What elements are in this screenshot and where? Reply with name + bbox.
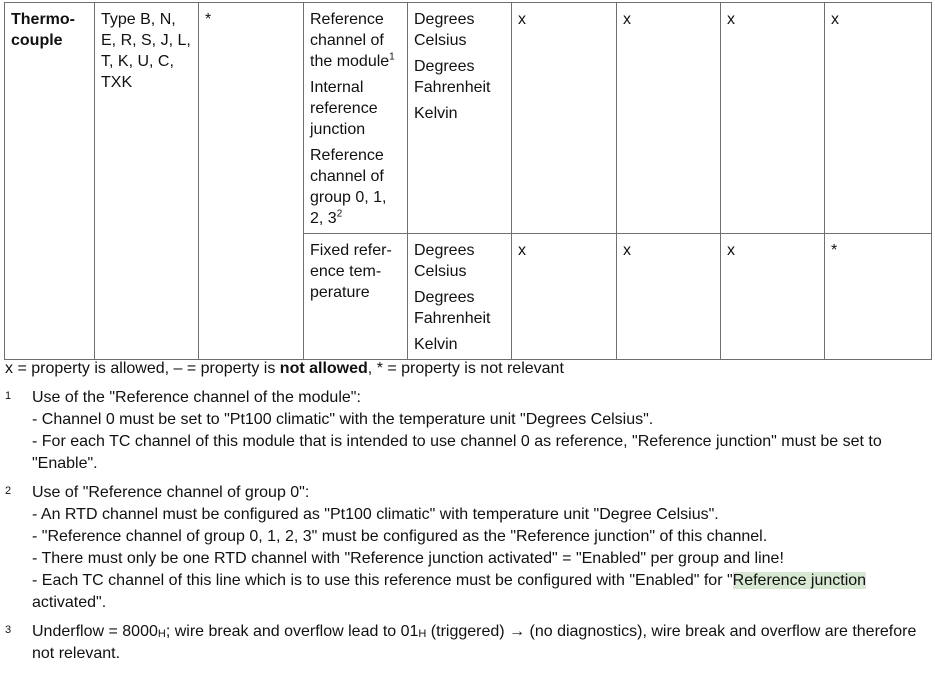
legend-emphasis: not allowed bbox=[279, 360, 368, 377]
footnote-line: - Channel 0 must be set to "Pt100 climatic" with the temperature unit "Degrees Celsius". bbox=[32, 411, 654, 428]
mark-cell: x bbox=[721, 234, 825, 360]
unit-item: Degrees Celsius bbox=[414, 11, 475, 49]
legend-text: , * = property is not relevant bbox=[367, 360, 564, 377]
thermocouple-types-cell: Type B, N, E, R, S, J, L, T, K, U, C, TXK bbox=[95, 3, 199, 360]
footnote-line: - An RTD channel must be configured as "Pt100 climatic" with temperature unit "Degree Celsius". bbox=[32, 506, 719, 523]
footnote-line: Use of "Reference channel of group 0": bbox=[32, 484, 310, 501]
mark-cell: x bbox=[721, 3, 825, 234]
unit-item: Degrees Fahrenheit bbox=[414, 289, 491, 327]
footnote-ref: 1 bbox=[389, 51, 395, 63]
table-row bbox=[5, 3, 932, 234]
sensor-type-cell: Thermo- couple bbox=[5, 3, 95, 360]
mark-cell: x bbox=[512, 234, 617, 360]
mark-cell: x bbox=[617, 3, 721, 234]
footnote-number: 3 bbox=[5, 624, 12, 636]
footnote-line: - "Reference channel of group 0, 1, 2, 3" must be configured as the "Reference junction" of this channel. bbox=[32, 528, 768, 545]
footnote-line: - Each TC channel of this line which is to use this reference must be configured with "Enabled" for "Reference junction activated". bbox=[32, 572, 867, 611]
legend bbox=[5, 359, 564, 379]
unit-item: Degrees Celsius bbox=[414, 242, 475, 280]
compensation-item: Reference channel of the module bbox=[310, 11, 390, 70]
compensation-cell bbox=[304, 3, 408, 234]
footnote-ref: 2 bbox=[336, 208, 343, 220]
footnote-line: Use of the "Reference channel of the module": bbox=[32, 389, 361, 406]
unit-item: Degrees Fahrenheit bbox=[414, 58, 491, 96]
footnote-line: - There must only be one RTD channel with "Reference junction activated" = "Enabled" per group and line! bbox=[32, 550, 784, 567]
not-relevant-cell: * bbox=[199, 3, 304, 360]
mark-cell: x bbox=[825, 3, 932, 234]
legend-text: x = property is allowed, – = property is bbox=[5, 360, 280, 377]
compensation-cell: Fixed refer- ence tem- perature bbox=[304, 234, 408, 360]
footnote-3 bbox=[5, 621, 930, 665]
compensation-item: Internal reference junction bbox=[310, 79, 378, 138]
mark-cell: x bbox=[512, 3, 617, 234]
mark-cell: x bbox=[617, 234, 721, 360]
units-cell bbox=[408, 234, 512, 360]
footnote-number: 2 bbox=[5, 485, 12, 497]
compensation-item: Reference channel of group 0, 1, 2, 3 bbox=[310, 147, 387, 227]
highlighted-text: Reference junction bbox=[732, 572, 867, 589]
footnote-line: - For each TC channel of this module that is intended to use channel 0 as reference, "Reference junction" must be set to "Enable". bbox=[32, 433, 882, 472]
mark-cell: * bbox=[825, 234, 932, 360]
unit-item: Kelvin bbox=[414, 105, 458, 122]
footnote-line: Underflow = $8000_H$; wire break and overflow lead to $01_H$ (triggered) → (no diagnostics), wire break and overflow are therefore not relevant. bbox=[32, 623, 917, 662]
footnote-number: 1 bbox=[5, 390, 12, 402]
units-cell bbox=[408, 3, 512, 234]
unit-item: Kelvin bbox=[414, 336, 458, 353]
specification-table bbox=[4, 2, 932, 360]
footnote-2 bbox=[5, 482, 930, 614]
footnote-1 bbox=[5, 387, 930, 475]
